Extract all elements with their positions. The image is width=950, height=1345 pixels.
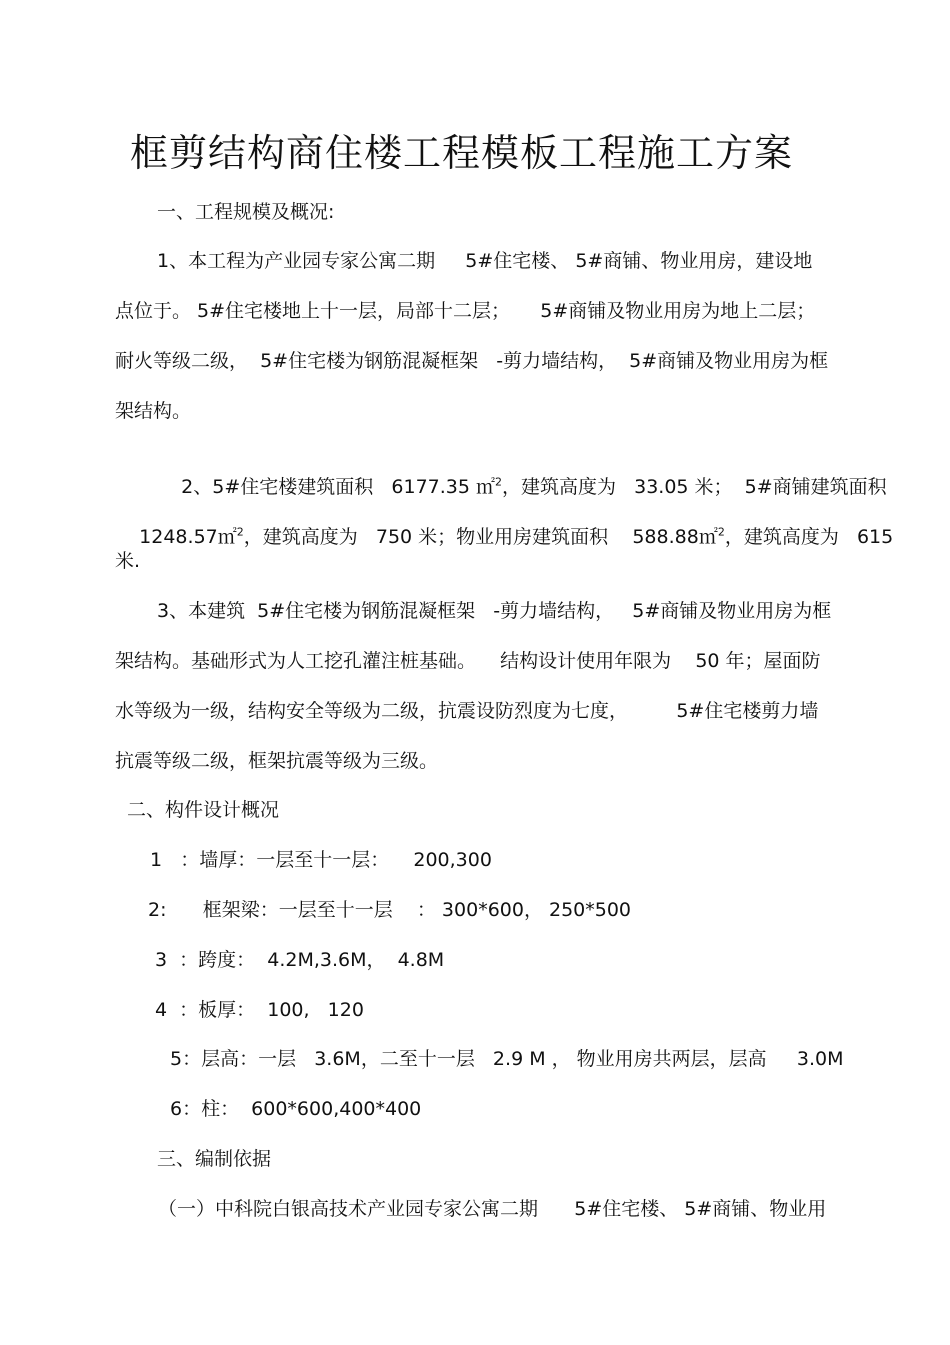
paragraph-line: 水等级为一级，结构安全等级为二级，抗震设防烈度为七度， 5#住宅楼剪力墙 xyxy=(115,700,819,722)
paragraph-line: 1、本工程为产业园专家公寓二期 5#住宅楼、 5#商铺、物业用房，建设地 xyxy=(157,250,813,272)
text-run: ，建筑高度为 615 xyxy=(724,526,894,548)
paragraph-line: 耐火等级二级， 5#住宅楼为钢筋混凝框架 -剪力墙结构， 5#商铺及物业用房为框 xyxy=(115,350,829,372)
text-run: ，建筑高度为 33.05 米； 5#商铺建筑面积 xyxy=(502,476,887,498)
paragraph-line: 3、本建筑 5#住宅楼为钢筋混凝框架 -剪力墙结构， 5#商铺及物业用房为框 xyxy=(157,600,832,622)
list-item: 5：层高：一层 3.6M，二至十一层 2.9 M ， 物业用房共两层，层高 3.0M xyxy=(170,1048,844,1070)
paragraph-line: 点位于。 5#住宅楼地上十一层，局部十二层； 5#商铺及物业用房为地上二层； xyxy=(115,300,816,322)
text-run: ，建筑高度为 750 米；物业用房建筑面积 588.88㎡ xyxy=(243,526,718,548)
paragraph-line: 抗震等级二级，框架抗震等级为三级。 xyxy=(115,750,439,772)
section3-heading: 三、编制依据 xyxy=(157,1148,272,1170)
list-item: 4 ：板厚： 100, 120 xyxy=(155,999,364,1021)
section2-heading: 二、构件设计概况 xyxy=(127,799,280,821)
list-item: 3 ：跨度： 4.2M,3.6M， 4.8M xyxy=(155,949,445,971)
list-item: 1 ：墙厚：一层至十一层： 200,300 xyxy=(150,849,492,871)
paragraph-line: 米. xyxy=(115,550,141,572)
paragraph-line: 架结构。 xyxy=(115,400,192,422)
paragraph-line xyxy=(115,498,893,576)
paragraph-line: 架结构。基础形式为人工挖孔灌注桩基础。 结构设计使用年限为 50 年；屋面防 xyxy=(115,650,821,672)
list-item: 2: 框架梁：一层至十一层 ： 300*600， 250*500 xyxy=(148,899,632,921)
list-item: 6：柱： 600*600,400*400 xyxy=(170,1098,422,1120)
text-run: 2、5#住宅楼建筑面积 6177.35 ㎡ xyxy=(181,476,495,498)
superscript: 2 xyxy=(495,475,502,489)
text-run: 1248.57㎡ xyxy=(139,526,237,548)
document-title: 框剪结构商住楼工程模板工程施工方案 xyxy=(130,131,794,175)
superscript: 2 xyxy=(236,525,244,539)
superscript: 2 xyxy=(717,525,725,539)
paragraph-line: （一）中科院白银高技术产业园专家公寓二期 5#住宅楼、 5#商铺、物业用 xyxy=(158,1198,827,1220)
section1-heading: 一、工程规模及概况: xyxy=(157,201,335,223)
